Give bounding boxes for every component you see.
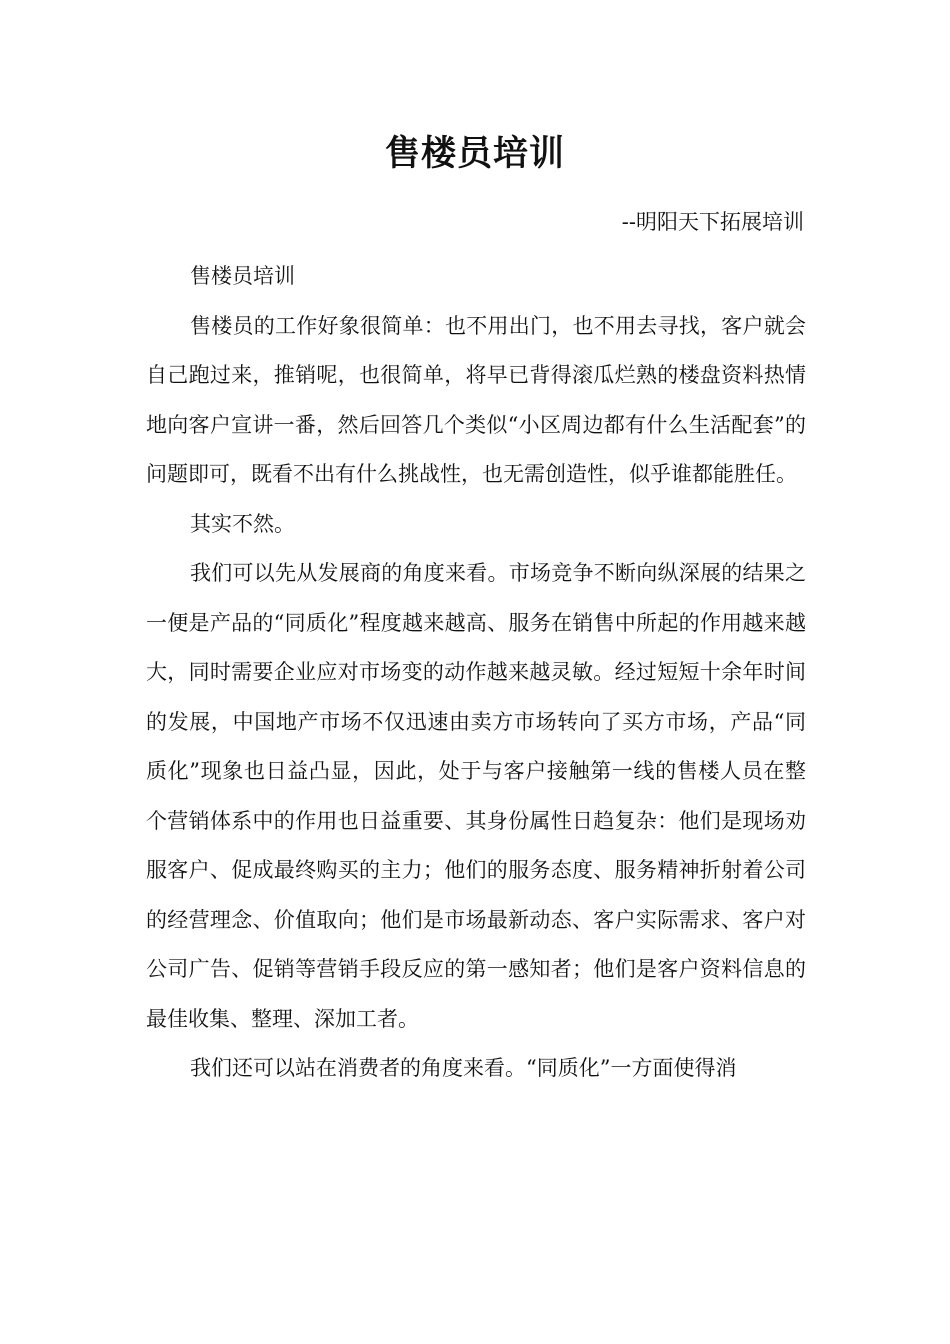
paragraph: 我们可以先从发展商的角度来看。市场竞争不断向纵深展的结果之一便是产品的“同质化”程度越来越高、服务在销售中所起的作用越来越大，同时需要企业应对市场变的动作越来越灵敏。经过短短十余年时间的发展，中国地产市场不仅迅速由卖方市场转向了买方市场，产品“同质化”现象也日益凸显，因此，处于与客户接触第一线的售楼人员在整个营销体系中的作用也日益重要、其身份属性日趋复杂：他们是现场劝服客户、促成最终购买的主力；他们的服务态度、服务精神折射着公司的经营理念、价值取向；他们是市场最新动态、客户实际需求、客户对公司广告、促销等营销手段反应的第一感知者；他们是客户资料信息的最佳收集、整理、深加工者。 (146, 561, 806, 1031)
paragraph: 售楼员的工作好象很简单：也不用出门，也不用去寻找，客户就会自己跑过来，推销呢，也很简单，将早已背得滚瓜烂熟的楼盘资料热情地向客户宣讲一番，然后回答几个类似“小区周边都有什么生活配套”的问题即可，既看不出有什么挑战性，也无需创造性，似乎谁都能胜任。 (146, 313, 806, 486)
document-body (146, 252, 806, 1094)
paragraph: 其实不然。 (190, 511, 295, 536)
document-title: 售楼员培训 (384, 133, 565, 174)
paragraph: 售楼员培训 (190, 264, 295, 288)
author-line: --明阳天下拓展培训 (621, 210, 804, 234)
paragraph: 我们还可以站在消费者的角度来看。“同质化”一方面使得消 (190, 1056, 737, 1080)
